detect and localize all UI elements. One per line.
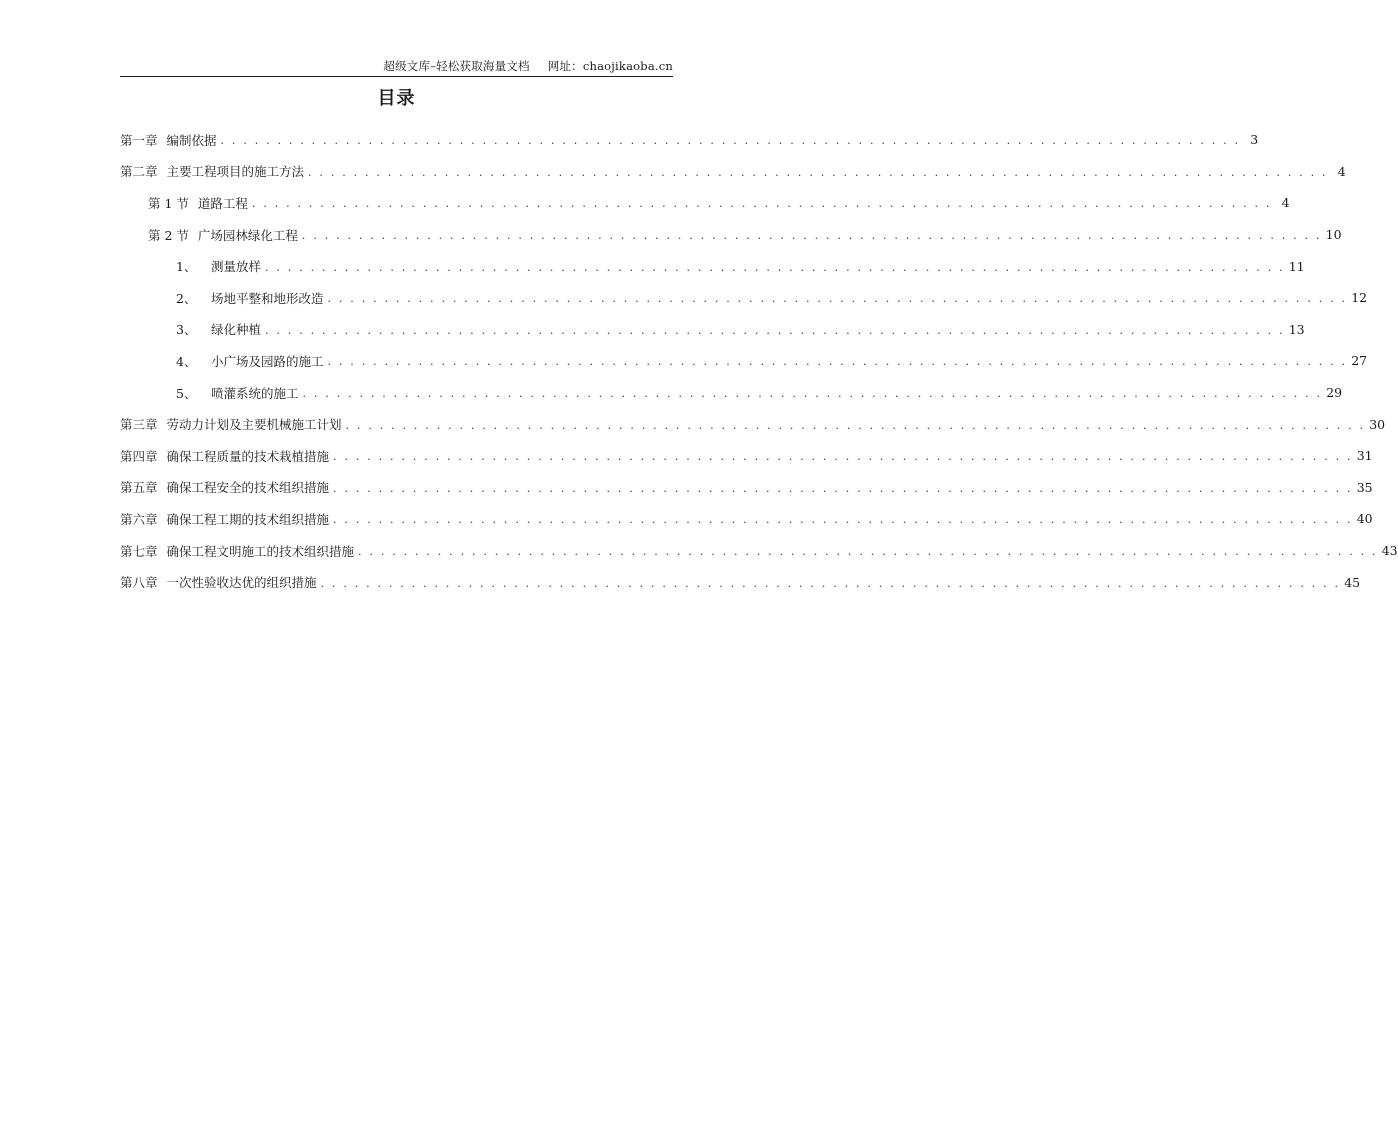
toc-entry-text: 道路工程 [197, 195, 248, 211]
toc-entry[interactable] [120, 377, 1343, 409]
dot-leader: . . . . . . . . . . . . . . . . . . . . . . . . . . . . . . . . . . . . . . . . . . . . . . . . . . . . . . . . . . . . . . . . . . . . . . . . . . . . . . . . . . . . . . . . . . [327, 292, 1348, 306]
dot-leader: . . . . . . . . . . . . . . . . . . . . . . . . . . . . . . . . . . . . . . . . . . . . . . . . . . . . . . . . . . . . . . . . . . . . . . . . . . . . . . . . . . . . . . . . . . [320, 576, 1341, 590]
toc-entry[interactable] [120, 282, 1368, 314]
toc-entry-label [120, 573, 317, 591]
toc-entry[interactable] [120, 440, 1373, 472]
toc-entry[interactable] [120, 187, 1290, 219]
toc-entry-page-number: 43 [1381, 543, 1398, 559]
toc-entry-label [120, 131, 217, 149]
toc-entry-prefix: 第一章 [120, 132, 158, 148]
toc-entry[interactable] [120, 250, 1305, 282]
dot-leader: . . . . . . . . . . . . . . . . . . . . . . . . . . . . . . . . . . . . . . . . . . . . . . . . . . . . . . . . . . . . . . . . . . . . . . . . . . . . . . . . . . . . . . . . . . [333, 450, 1353, 464]
dot-leader: . . . . . . . . . . . . . . . . . . . . . . . . . . . . . . . . . . . . . . . . . . . . . . . . . . . . . . . . . . . . . . . . . . . . . . . . . . . . . . . . . . . . . . . . . . [301, 229, 1322, 243]
toc-entry-prefix: 第七章 [120, 543, 158, 559]
dot-leader: . . . . . . . . . . . . . . . . . . . . . . . . . . . . . . . . . . . . . . . . . . . . . . . . . . . . . . . . . . . . . . . . . . . . . . . . . . . . . . . . . . . . . . . . . . [265, 260, 1285, 274]
toc-entry-prefix: 第三章 [120, 417, 158, 433]
toc-entry[interactable] [120, 345, 1368, 377]
toc-entry-text: 测量放样 [211, 259, 262, 275]
dot-leader: . . . . . . . . . . . . . . . . . . . . . . . . . . . . . . . . . . . . . . . . . . . . . . . . . . . . . . . . . . . . . . . . . . . . . . . . . . . . . . . . . . . . . . . . . . [358, 545, 1378, 559]
toc-entry-prefix: 第八章 [120, 575, 158, 591]
dot-leader: . . . . . . . . . . . . . . . . . . . . . . . . . . . . . . . . . . . . . . . . . . . . . . . . . . . . . . . . . . . . . . . . . . . . . . . . . . . . . . . . . . . . . . . . . . [333, 513, 1353, 527]
toc-title: 目录 [377, 88, 416, 109]
toc-entry-text: 喷灌系统的施工 [211, 385, 299, 401]
dot-leader: . . . . . . . . . . . . . . . . . . . . . . . . . . . . . . . . . . . . . . . . . . . . . . . . . . . . . . . . . . . . . . . . . . . . . . . . . . . . . . . . . . . . . . . . . . [333, 481, 1353, 495]
toc-entry-text: 确保工程质量的技术栽植措施 [166, 448, 330, 464]
toc-entry-prefix: 第五章 [120, 480, 158, 496]
dot-leader: . . . . . . . . . . . . . . . . . . . . . . . . . . . . . . . . . . . . . . . . . . . . . . . . . . . . . . . . . . . . . . . . . . . . . . . . . . . . . . . . . . . . . . . . . . [265, 323, 1285, 337]
toc-entry-prefix: 4、 [176, 353, 197, 369]
toc-entry[interactable] [120, 156, 1346, 188]
toc-entry[interactable] [120, 535, 1398, 567]
toc-entry-text: 确保工程文明施工的技术组织措施 [166, 543, 355, 559]
toc-entry-label [120, 510, 329, 528]
dot-leader: . . . . . . . . . . . . . . . . . . . . . . . . . . . . . . . . . . . . . . . . . . . . . . . . . . . . . . . . . . . . . . . . . . . . . . . . . . . . . . . . . . . . . . . . . . [251, 197, 1272, 211]
toc-entry-text: 广场园林绿化工程 [197, 227, 298, 243]
toc-entry-text: 小广场及园路的施工 [211, 353, 324, 369]
toc-entry-label [148, 226, 298, 244]
toc-entry-text: 确保工程安全的技术组织措施 [166, 480, 330, 496]
toc-entry-label [176, 352, 324, 370]
toc-entry-label [120, 478, 329, 496]
toc-entry-text: 一次性验收达优的组织措施 [166, 575, 317, 591]
toc-entry-text: 主要工程项目的施工方法 [166, 164, 305, 180]
toc-entry-prefix: 第六章 [120, 511, 158, 527]
toc-entry-page-number: 12 [1351, 290, 1368, 306]
toc-entry-page-number: 27 [1351, 353, 1368, 369]
dot-leader: . . . . . . . . . . . . . . . . . . . . . . . . . . . . . . . . . . . . . . . . . . . . . . . . . . . . . . . . . . . . . . . . . . . . . . . . . . . . . . . . . . . . . . . . . . [220, 134, 1241, 148]
toc-entry-label [176, 257, 261, 275]
toc-entry-text: 绿化种植 [211, 322, 262, 338]
header-site-name: 超级文库–轻松获取海量文档 [383, 59, 530, 73]
toc-entry-page-number: 10 [1325, 227, 1342, 243]
table-of-contents [120, 124, 1398, 598]
header-url: 网址：chaojikaoba.cn [547, 59, 673, 73]
toc-entry-page-number: 45 [1344, 574, 1361, 590]
toc-entry[interactable] [120, 503, 1373, 535]
toc-entry-text: 场地平整和地形改造 [211, 290, 324, 306]
toc-entry-label [120, 415, 342, 433]
toc-entry-prefix: 第二章 [120, 164, 158, 180]
toc-entry[interactable] [120, 314, 1305, 346]
toc-entry-page-number: 30 [1369, 416, 1386, 432]
toc-entry-label [120, 162, 304, 180]
toc-entry-page-number: 4 [1337, 163, 1346, 179]
toc-entry-page-number: 29 [1326, 385, 1343, 401]
toc-entry-page-number: 11 [1288, 258, 1305, 274]
toc-entry-prefix: 第 2 节 [148, 227, 189, 243]
dot-leader: . . . . . . . . . . . . . . . . . . . . . . . . . . . . . . . . . . . . . . . . . . . . . . . . . . . . . . . . . . . . . . . . . . . . . . . . . . . . . . . . . . . . . . . . . . [308, 165, 1328, 179]
toc-entry-text: 确保工程工期的技术组织措施 [166, 511, 330, 527]
toc-entry-page-number: 35 [1356, 479, 1373, 495]
toc-entry-page-number: 40 [1356, 511, 1373, 527]
toc-entry-text: 劳动力计划及主要机械施工计划 [166, 417, 342, 433]
toc-entry-prefix: 第四章 [120, 448, 158, 464]
dot-leader: . . . . . . . . . . . . . . . . . . . . . . . . . . . . . . . . . . . . . . . . . . . . . . . . . . . . . . . . . . . . . . . . . . . . . . . . . . . . . . . . . . . . . . . . . . [345, 418, 1366, 432]
page-header [120, 56, 673, 77]
toc-entry-label [120, 542, 354, 560]
toc-entry[interactable] [120, 472, 1373, 504]
toc-entry-page-number: 31 [1356, 448, 1373, 464]
toc-entry[interactable] [120, 408, 1386, 440]
toc-entry[interactable] [120, 566, 1361, 598]
toc-entry-label [176, 384, 299, 402]
toc-entry-prefix: 5、 [176, 385, 197, 401]
dot-leader: . . . . . . . . . . . . . . . . . . . . . . . . . . . . . . . . . . . . . . . . . . . . . . . . . . . . . . . . . . . . . . . . . . . . . . . . . . . . . . . . . . . . . . . . . . [327, 355, 1348, 369]
dot-leader: . . . . . . . . . . . . . . . . . . . . . . . . . . . . . . . . . . . . . . . . . . . . . . . . . . . . . . . . . . . . . . . . . . . . . . . . . . . . . . . . . . . . . . . . . . [302, 387, 1323, 401]
toc-entry-label [148, 194, 248, 212]
toc-entry-label [176, 289, 324, 307]
toc-entry-prefix: 2、 [176, 290, 197, 306]
toc-entry-page-number: 4 [1281, 195, 1290, 211]
toc-entry-label [176, 320, 261, 338]
toc-entry-page-number: 13 [1288, 321, 1305, 337]
toc-entry-prefix: 第 1 节 [148, 195, 189, 211]
toc-entry[interactable] [120, 219, 1342, 251]
header-text [383, 58, 673, 74]
toc-entry-prefix: 3、 [176, 322, 197, 338]
toc-entry-text: 编制依据 [166, 132, 217, 148]
toc-entry[interactable] [120, 124, 1259, 156]
toc-entry-prefix: 1、 [176, 259, 197, 275]
toc-entry-page-number: 3 [1250, 132, 1259, 148]
toc-entry-label [120, 447, 329, 465]
